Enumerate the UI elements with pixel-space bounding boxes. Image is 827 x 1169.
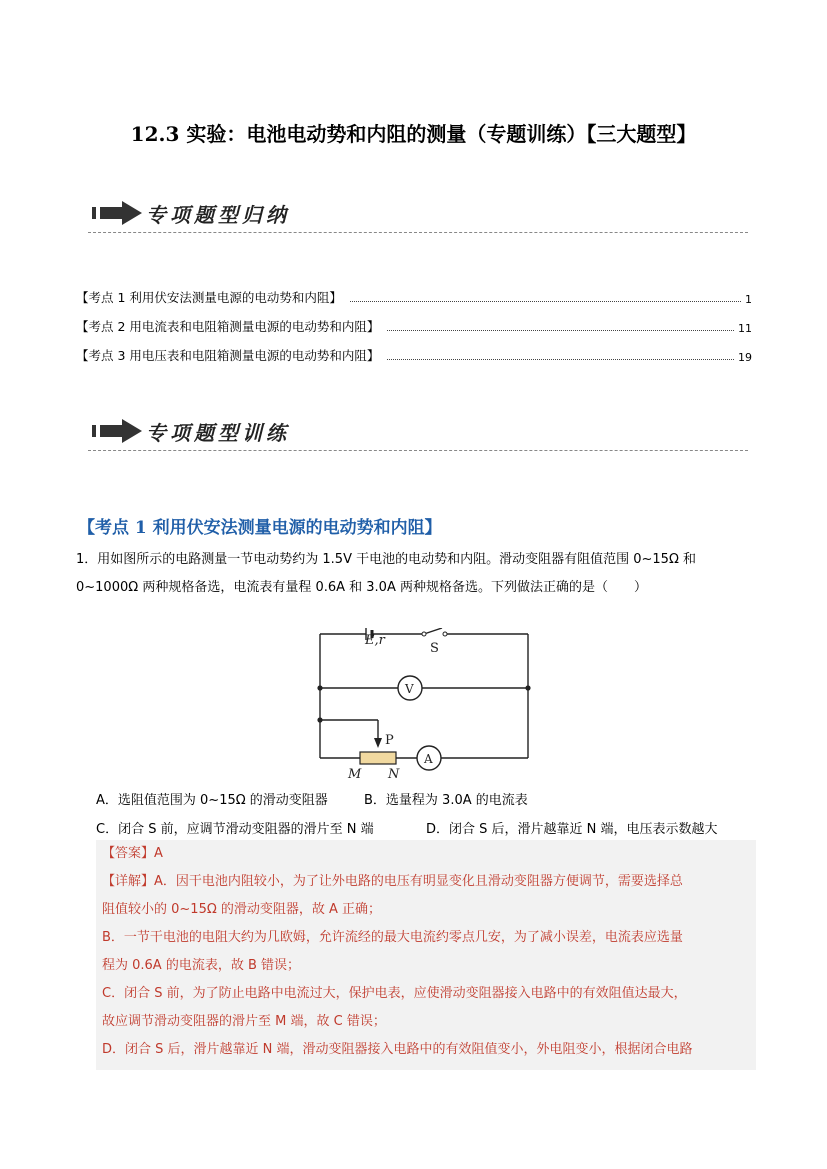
toc-label: 【考点 3 用电压表和电阻箱测量电源的电动势和内阻】 bbox=[76, 348, 380, 363]
toc-page: 11 bbox=[738, 322, 752, 335]
answer-line: 程为 0.6A 的电流表，故 B 错误； bbox=[102, 958, 301, 973]
question-stem bbox=[76, 546, 756, 602]
switch-label: S bbox=[430, 641, 439, 656]
toc-page: 19 bbox=[738, 351, 752, 364]
battery-label: E,r bbox=[365, 633, 385, 648]
answer-line: D．闭合 S 后，滑片越靠近 N 端，滑动变阻器接入电路中的有效阻值变小，外电阻变小，根据闭合电路 bbox=[102, 1042, 693, 1057]
toc-page: 1 bbox=[745, 293, 752, 306]
question-line: 1．用如图所示的电路测量一节电动势约为 1.5V 干电池的电动势和内阻。滑动变阻器有阻值范围 0~15Ω 和 bbox=[76, 552, 697, 567]
toc-item-3[interactable] bbox=[76, 346, 752, 364]
divider bbox=[88, 450, 748, 451]
divider bbox=[88, 232, 748, 233]
option-b[interactable]: B．选量程为 3.0A 的电流表 bbox=[364, 793, 528, 808]
toc-leader bbox=[387, 359, 734, 360]
circuit-diagram bbox=[300, 628, 540, 788]
rheostat-icon bbox=[360, 752, 396, 764]
section-banner-summary bbox=[88, 195, 748, 235]
answer-line: 【答案】A bbox=[102, 846, 163, 861]
question-line: 0~1000Ω 两种规格备选，电流表有量程 0.6A 和 3.0A 两种规格备选。下列做法正确的是（ ） bbox=[76, 580, 647, 595]
section-heading: 【考点 1 利用伏安法测量电源的电动势和内阻】 bbox=[78, 518, 442, 538]
slider-arrow-icon bbox=[374, 738, 382, 748]
option-a[interactable]: A．选阻值范围为 0~15Ω 的滑动变阻器 bbox=[96, 793, 328, 808]
toc-leader bbox=[387, 330, 734, 331]
answer-line: C．闭合 S 前，为了防止电路中电流过大，保护电表，应使滑动变阻器接入电路中的有效阻值达最大， bbox=[102, 986, 687, 1001]
toc-item-1[interactable] bbox=[76, 288, 752, 306]
answer-line: B．一节干电池的电阻大约为几欧姆，允许流经的最大电流约零点几安，为了减小误差，电流表应选量 bbox=[102, 930, 683, 945]
banner-title: 专项题型训练 bbox=[146, 421, 290, 445]
toc-label: 【考点 1 利用伏安法测量电源的电动势和内阻】 bbox=[76, 290, 342, 305]
page-title: 12.3 实验：电池电动势和内阻的测量（专题训练）【三大题型】 bbox=[130, 122, 697, 146]
arrow-icon bbox=[92, 419, 144, 443]
banner-title: 专项题型归纳 bbox=[146, 203, 290, 227]
toc-item-2[interactable] bbox=[76, 317, 752, 335]
arrow-icon bbox=[92, 201, 144, 225]
answer-block bbox=[96, 840, 756, 1070]
answer-line: 阻值较小的 0~15Ω 的滑动变阻器，故 A 正确； bbox=[102, 902, 382, 917]
option-d[interactable]: D．闭合 S 后，滑片越靠近 N 端，电压表示数越大 bbox=[426, 822, 718, 837]
answer-line: 故应调节滑动变阻器的滑片至 M 端，故 C 错误； bbox=[102, 1014, 386, 1029]
slider-label: P bbox=[385, 733, 394, 748]
end-n-label: N bbox=[388, 767, 400, 782]
switch-blade bbox=[424, 628, 442, 634]
voltmeter-label: V bbox=[405, 682, 414, 696]
answer-line: 【详解】A．因干电池内阻较小，为了让外电路的电压有明显变化且滑动变阻器方便调节，需要选择总 bbox=[102, 874, 683, 889]
section-banner-training bbox=[88, 413, 748, 453]
toc-leader bbox=[350, 301, 741, 302]
option-c[interactable]: C．闭合 S 前，应调节滑动变阻器的滑片至 N 端 bbox=[96, 822, 374, 837]
toc-label: 【考点 2 用电流表和电阻箱测量电源的电动势和内阻】 bbox=[76, 319, 380, 334]
end-m-label: M bbox=[348, 767, 362, 782]
ammeter-label: A bbox=[424, 752, 433, 766]
